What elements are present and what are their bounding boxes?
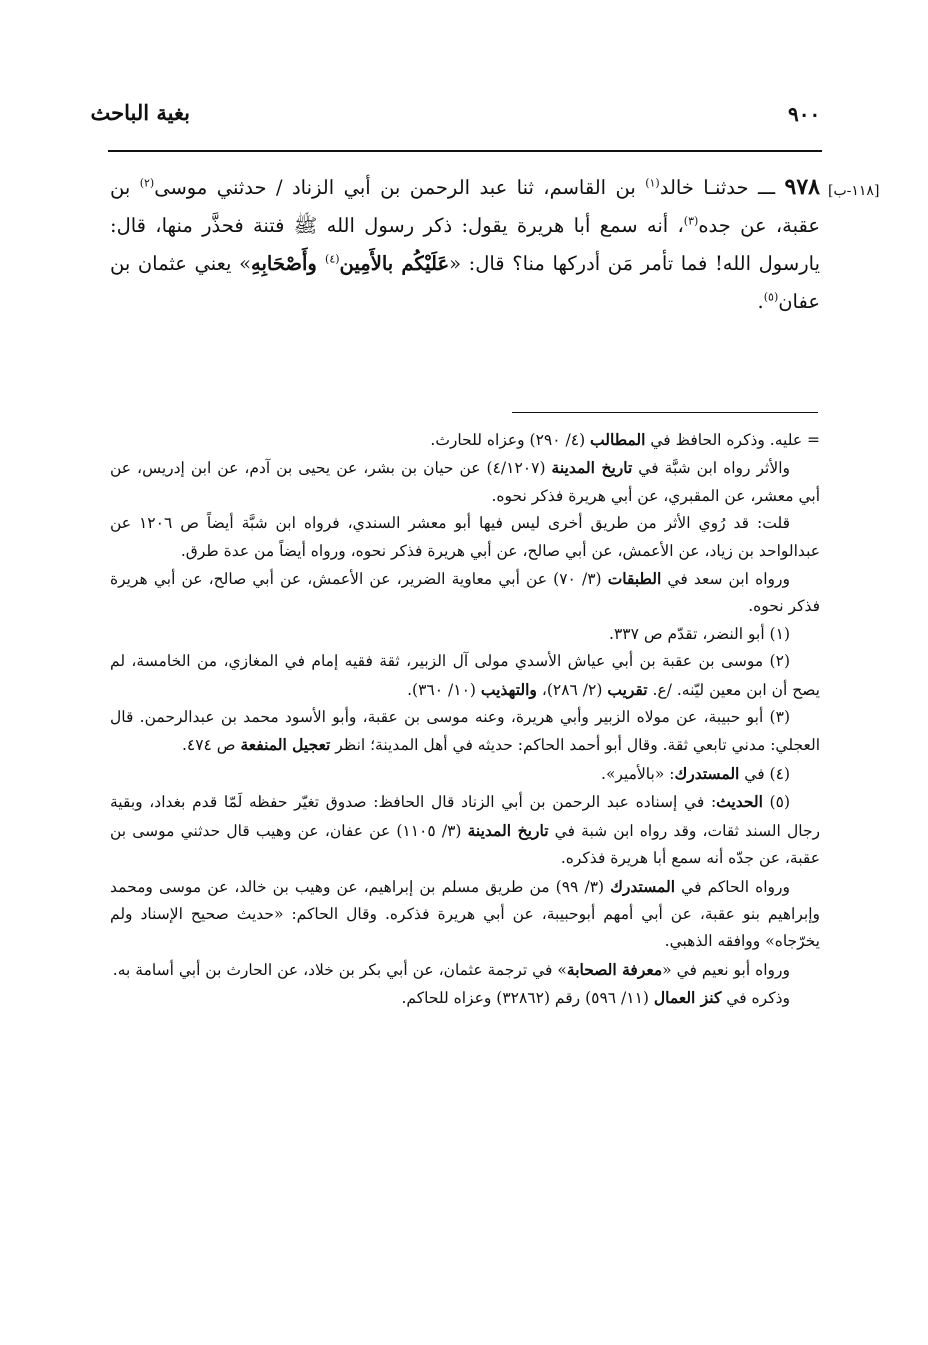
hadith-segment: حدثنـا خالد — [659, 176, 749, 199]
hadith-segment: بن عقبة، عن جده — [110, 176, 820, 237]
footnote-ref: (٣) — [683, 214, 699, 228]
hadith-segment: بن القاسم، ثنا عبد الرحمن بن أبي الزناد / حدثني موسى — [154, 176, 646, 199]
footnote-paragraph — [110, 984, 820, 1012]
hadith-segment: » يعني عثمان بن عفان — [110, 252, 820, 313]
note-text: (٣/ ١١٠٥) عن عفان، عن وهيب قال حدثني موسى بن عقبة، عن جدّه أنه سمع أبا هريرة فذكره. — [110, 821, 820, 868]
note-source-title: المطالب — [590, 430, 646, 449]
footnote-3 — [110, 704, 820, 760]
note-text: (٤/١٢٠٧) عن حيان بن بشر، عن يحيى بن آدم، عن ابن إدريس، عن أبي معشر، عن المقبري، عن أبي هريرة فذكر نحوه. — [110, 459, 820, 505]
note-source-title: كنز العمال — [653, 988, 722, 1008]
hadith-bold-phrase: عَلَيْكُم بالأَمِين — [339, 252, 450, 275]
note-source-title: المستدرك — [674, 763, 740, 783]
note-text: وذكره في — [721, 989, 790, 1008]
hadith-segment: ، أنه سمع أبا هريرة يقول: ذكر رسول الله ﷺ فتنة فحذَّر منها، قال: يارسول الله! فما تأمر مَن أدركها منا؟ قال: « — [110, 214, 821, 275]
header-rule — [108, 150, 822, 152]
note-source-title: تعجيل المنفعة — [240, 735, 331, 755]
footnote-paragraph — [110, 565, 820, 621]
footnote-2 — [110, 648, 820, 704]
footnote-continuation — [110, 426, 820, 454]
note-text: (٣/ ٩٩) من طريق مسلم بن إبراهيم، عن وهيب بن خالد، عن موسى ومحمد وإبراهيم بنو عقبة، عن أبي أمهم أبوحبيبة، عن أبي هريرة فذكره. وقال الحاكم: «حديث صحيح الإسناد ولم يخرّجاه» ووافقه الذهبي. — [110, 877, 820, 951]
note-text: والأثر رواه ابن شبَّة في — [632, 459, 790, 478]
page-number: ٩٠٠ — [788, 102, 821, 126]
footnote-ref: (٢) — [139, 176, 155, 190]
hadith-bold-phrase: وأَصْحَابِهِ — [251, 252, 326, 275]
footnote-paragraph: قلت: قد رُوي الأثر من طريق أخرى ليس فيها أبو معشر السندي، فرواه ابن شبَّة أيضاً ص ١٢٠٦ عن عبدالواحد بن زياد، عن الأعمش، عن أبي صالح، عن أبي هريرة فذكر نحوه، ورواه أيضاً من عدة طرق. — [110, 514, 820, 560]
note-text: : في إسناده عبد الرحمن بن أبي الزناد قال الحافظ: صدوق تغيّر حفظه لَمّا قدم بغداد، وبقية رجال السند ثقات، وقد رواه ابن شبة في — [110, 793, 821, 840]
note-text: (٣) أبو حبيبة، عن مولاه الزبير وأبي هريرة، وعنه موسى بن عقبة، وأبو الأسود محمد بن عبدالرحمن. قال العجلي: مدني تابعي ثقة. وقال أبو أحمد الحاكم: حديثه في أهل المدينة؛ انظر — [110, 708, 820, 755]
running-head-title: بغية الباحث — [90, 100, 190, 125]
note-source-title: الحديث — [716, 792, 763, 812]
note-source-title: تاريخ المدينة — [551, 458, 633, 478]
footnote-ref: (١) — [645, 176, 660, 190]
hadith-segment: . — [757, 290, 764, 313]
footnote-ref: (٤) — [325, 252, 340, 266]
note-source-title: معرفة الصحابة — [566, 959, 663, 979]
note-source-title: تقريب — [607, 679, 648, 699]
note-text: (٤/ ٢٩٠) وعزاه للحارث. — [430, 431, 591, 449]
note-text: ص ٤٧٤. — [181, 736, 241, 755]
note-text: (٣/ ٧٠) عن أبي معاوية الضرير، عن الأعمش، عن أبي صالح، عن أبي هريرة فذكر نحوه. — [110, 570, 820, 616]
footnote-paragraph — [110, 873, 820, 956]
note-text: (٤) في — [739, 764, 790, 783]
hadith-number: ٩٧٨ — [784, 174, 820, 200]
note-text: (٢/ ٢٨٦)، — [536, 680, 608, 699]
note-text: : «بالأمير». — [601, 764, 675, 783]
note-source-title: تاريخ المدينة — [467, 820, 549, 840]
hadith-dash: ـــ — [748, 176, 785, 199]
note-text: ورواه ابن سعد في — [661, 570, 790, 589]
note-source-title: والتهذيب — [480, 679, 537, 699]
footnote-paragraph — [110, 454, 820, 510]
manuscript-folio-ref: [١١٨-ب] — [828, 183, 880, 199]
hadith-text — [110, 168, 820, 321]
footnote-paragraph — [110, 956, 820, 984]
footnote-4 — [110, 760, 820, 788]
note-text: (١١/ ٥٩٦) رقم (٣٢٨٦٢) وعزاه للحاكم. — [401, 989, 654, 1008]
footnote-5 — [110, 788, 820, 872]
note-text: = عليه. وذكره الحافظ في — [645, 431, 820, 449]
note-text: (١٠/ ٣٦٠). — [407, 680, 481, 699]
note-text: (٥) — [762, 793, 790, 812]
footnote-1: (١) أبو النضر، تقدّم ص ٣٣٧. — [609, 624, 790, 643]
footnote-ref: (٥) — [763, 290, 779, 304]
note-source-title: المستدرك — [610, 876, 676, 896]
note-source-title: الطبقات — [607, 569, 662, 589]
footnote-rule — [512, 412, 818, 413]
note-text: ورواه الحاكم في — [675, 877, 790, 896]
note-text: ورواه أبو نعيم في « — [662, 960, 790, 979]
note-text: (٢) موسى بن عقبة بن أبي عياش الأسدي مولى آل الزبير، ثقة فقيه إمام في المغازي، من الخامسة، لم يصح أن ابن معين ليّنه. /ع. — [110, 652, 820, 699]
note-text: » في ترجمة عثمان، عن أبي بكر بن خلاد، عن الحارث بن أبي أسامة به. — [112, 960, 567, 979]
footnotes — [110, 426, 820, 1013]
